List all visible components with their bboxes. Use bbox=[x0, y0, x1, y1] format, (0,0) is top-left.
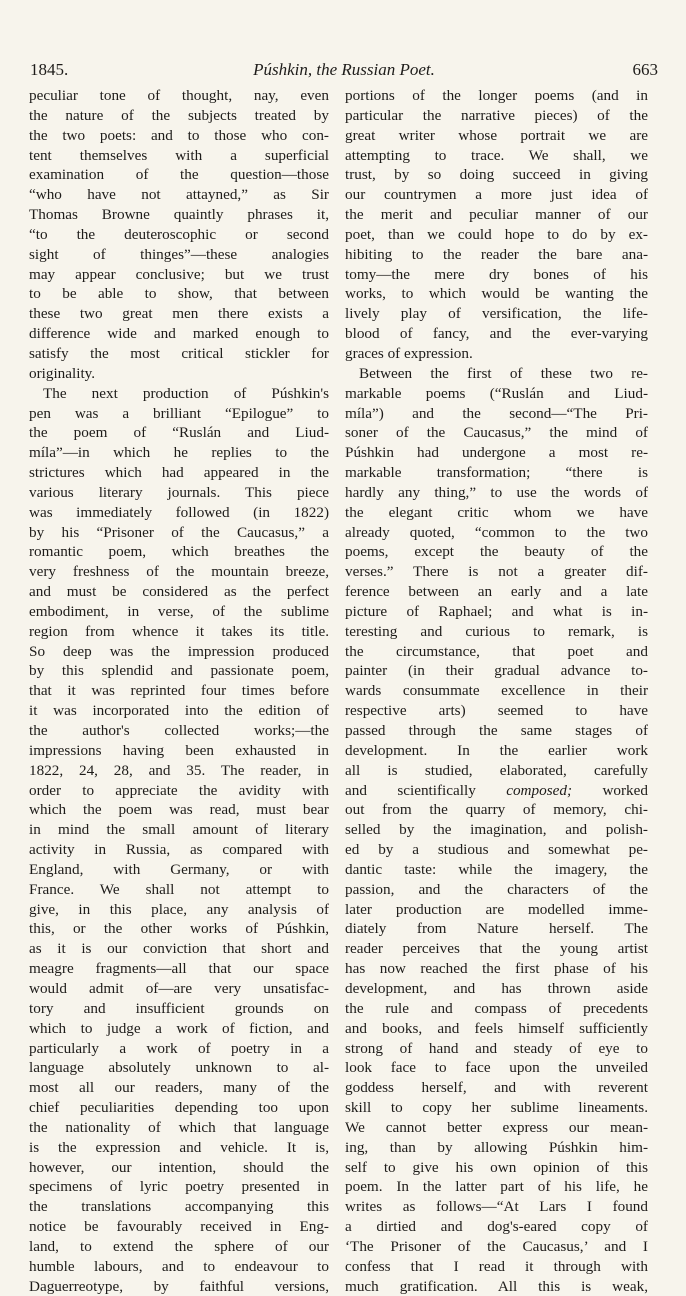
text-line: the circumstance, that poet and bbox=[345, 642, 648, 660]
header-year: 1845. bbox=[30, 60, 69, 79]
text-line: may appear conclusive; but we trust bbox=[29, 265, 329, 283]
text-line: already quoted, “common to the two bbox=[345, 523, 648, 541]
text-line: embodiment, in verse, of the sublime bbox=[29, 602, 329, 620]
text-line: skill to copy her sublime lineaments. bbox=[345, 1099, 648, 1117]
text-line: pen was a brilliant “Epilogue” to bbox=[29, 404, 329, 422]
text-line: works, to which would be wanting the bbox=[345, 285, 648, 303]
text-line: painter (in their gradual advance to- bbox=[345, 662, 648, 680]
text-line: this, or the other works of Púshkin, bbox=[29, 920, 329, 938]
text-line: graces of expression. bbox=[345, 344, 473, 362]
text-line: ing, than by allowing Púshkin him- bbox=[345, 1138, 648, 1156]
text-line: later production are modelled imme- bbox=[345, 900, 648, 918]
running-title: Púshkin, the Russian Poet. bbox=[253, 60, 435, 79]
text-line: tomy—the mere dry bones of his bbox=[345, 265, 648, 283]
text-line: has now reached the first phase of his bbox=[345, 960, 648, 978]
text-line: soner of the Caucasus,” the mind of bbox=[345, 424, 648, 442]
text-line: look face to face upon the unveiled bbox=[345, 1059, 648, 1077]
text-line: peculiar tone of thought, nay, even bbox=[29, 87, 329, 104]
text-line: these two great men there exists a bbox=[29, 305, 329, 323]
text-line: markable transformation; “there is bbox=[345, 464, 648, 482]
text-line: development, and has thrown aside bbox=[345, 979, 648, 997]
text-line: “to the deuteroscophic or second bbox=[29, 225, 329, 243]
text-line: blood of fancy, and the ever-varying bbox=[345, 325, 648, 343]
text-line: romantic poem, which breathes the bbox=[29, 543, 329, 561]
text-line: portions of the longer poems (and in bbox=[345, 87, 648, 104]
text-line: great writer whose portrait we are bbox=[345, 126, 648, 144]
text-line: lively play of versification, the life- bbox=[345, 305, 648, 323]
text-line: the rule and compass of precedents bbox=[345, 999, 648, 1017]
text-line: development. In the earlier work bbox=[345, 741, 648, 759]
text-line: reader perceives that the young artist bbox=[345, 940, 648, 958]
text-line: strong of hand and steady of eye to bbox=[345, 1039, 648, 1057]
text-line: tent themselves with a superficial bbox=[29, 146, 329, 164]
text-line: is the expression and vehicle. It is, bbox=[29, 1138, 329, 1156]
text-line: the two poets: and to those who con- bbox=[29, 126, 329, 144]
text-line: Púshkin had undergone a most re- bbox=[345, 444, 648, 462]
text-line: Between the first of these two re- bbox=[359, 364, 648, 382]
text-line: markable poems (“Ruslán and Liud- bbox=[345, 384, 648, 402]
text-line: as it is our conviction that short and bbox=[29, 940, 329, 958]
text-line: give, in this place, any analysis of bbox=[29, 900, 329, 918]
text-line: teresting and curious to remark, is bbox=[345, 622, 648, 640]
text-line: dantic taste: while the imagery, the bbox=[345, 860, 648, 878]
text-line: was immediately followed (in 1822) bbox=[29, 503, 329, 521]
text-line: míla”—in which he replies to the bbox=[29, 444, 329, 462]
text-line: England, with Germany, or with bbox=[29, 860, 329, 878]
text-line: to be able to show, that between bbox=[29, 285, 329, 303]
text-line: would admit of—are very unsatisfac- bbox=[29, 979, 329, 997]
text-line: strictures which had appeared in the bbox=[29, 464, 329, 482]
text-line: hardly any thing,” to use the words of bbox=[345, 483, 648, 501]
text-line: the poem of “Ruslán and Liud- bbox=[29, 424, 329, 442]
text-line: confess that I read it through with bbox=[345, 1257, 648, 1275]
text-line: picture of Raphael; and what is in- bbox=[345, 602, 648, 620]
text-line: which the poem was read, must bear bbox=[29, 801, 329, 819]
text-line: the elegant critic whom we have bbox=[345, 503, 648, 521]
text-line: sight of thinges”—these analogies bbox=[29, 245, 329, 263]
text-line: all is studied, elaborated, carefully bbox=[345, 761, 648, 779]
text-line: The next production of Púshkin's bbox=[43, 384, 329, 402]
text-line: míla”) and the second—“The Pri- bbox=[345, 404, 648, 422]
text-line: passed through the same stages of bbox=[345, 722, 648, 739]
text-line: language absolutely unknown to al- bbox=[29, 1059, 329, 1077]
text-line: which to judge a work of fiction, and bbox=[29, 1019, 329, 1037]
text-line: particularly a work of poetry in a bbox=[29, 1039, 329, 1057]
text-line: poet, than we could hope to do by ex- bbox=[345, 225, 648, 243]
text-line: region from whence it takes its title. bbox=[29, 622, 329, 640]
text-line: humble labours, and to endeavour to bbox=[29, 1257, 329, 1275]
text-line: in mind the small amount of literary bbox=[29, 821, 329, 839]
text-line: and books, and feels himself sufficiently bbox=[345, 1019, 648, 1037]
text-line: passion, and the characters of the bbox=[345, 880, 648, 898]
left-column bbox=[29, 86, 329, 1296]
text-line: and must be considered as the perfect bbox=[29, 583, 329, 601]
text-line: various literary journals. This piece bbox=[29, 483, 329, 501]
text-line: and scientifically composed; worked bbox=[345, 781, 648, 799]
page-number: 663 bbox=[632, 60, 658, 79]
text-line: ed by a studious and somewhat pe- bbox=[345, 841, 648, 859]
text-line: much gratification. All this is weak, bbox=[345, 1277, 648, 1295]
running-header bbox=[30, 60, 658, 84]
text-line: satisfy the most critical stickler for bbox=[29, 344, 329, 362]
text-line: poems, except the beauty of the bbox=[345, 543, 648, 561]
text-line: wards consummate excellence in their bbox=[345, 682, 648, 700]
text-line: We cannot better express our mean- bbox=[345, 1118, 648, 1136]
text-line: France. We shall not attempt to bbox=[29, 880, 329, 898]
text-line: attempting to trace. We shall, we bbox=[345, 146, 648, 164]
text-line: it was incorporated into the edition of bbox=[29, 702, 329, 720]
text-line: verses.” There is not a greater dif- bbox=[345, 563, 648, 581]
text-line: however, our intention, should the bbox=[29, 1158, 329, 1176]
text-line: the author's collected works;—the bbox=[29, 722, 329, 739]
text-line: ‘The Prisoner of the Caucasus,’ and I bbox=[345, 1237, 648, 1255]
text-line: that it was reprinted four times before bbox=[29, 682, 329, 700]
text-line: particular the narrative pieces) of the bbox=[345, 106, 648, 124]
text-line: “who have not attayned,” as Sir bbox=[29, 186, 329, 204]
text-line: the translations accompanying this bbox=[29, 1198, 329, 1216]
text-line: the nature of the subjects treated by bbox=[29, 106, 329, 124]
text-line: writes as follows—“At Lars I found bbox=[345, 1198, 648, 1216]
text-line: tory and insufficient grounds on bbox=[29, 999, 329, 1017]
text-line: a dirtied and dog's-eared copy of bbox=[345, 1218, 648, 1236]
text-line: activity in Russia, as compared with bbox=[29, 841, 329, 859]
right-column bbox=[345, 86, 648, 1296]
text-line: trust, by so doing succeed in giving bbox=[345, 166, 648, 184]
text-line: most all our readers, many of the bbox=[29, 1079, 329, 1097]
text-line: the nationality of which that language bbox=[29, 1118, 329, 1136]
text-line: our countrymen a more just idea of bbox=[345, 186, 648, 204]
text-line: 1822, 24, 28, and 35. The reader, in bbox=[29, 761, 329, 779]
text-line: difference wide and marked enough to bbox=[29, 325, 329, 343]
text-line: impressions having been exhausted in bbox=[29, 741, 329, 759]
text-line: respective arts) seemed to have bbox=[345, 702, 648, 720]
text-line: goddess herself, and with reverent bbox=[345, 1079, 648, 1097]
text-line: examination of the question—those bbox=[29, 166, 329, 184]
text-line: notice be favourably received in Eng- bbox=[29, 1218, 329, 1236]
text-line: by this splendid and passionate poem, bbox=[29, 662, 329, 680]
text-line: Daguerreotype, by faithful versions, bbox=[29, 1277, 329, 1295]
text-line: self to give his own opinion of this bbox=[345, 1158, 648, 1176]
text-line: selled by the imagination, and polish- bbox=[345, 821, 648, 839]
text-line: hibiting to the reader the bare ana- bbox=[345, 245, 648, 263]
text-line: by his “Prisoner of the Caucasus,” a bbox=[29, 523, 329, 541]
text-line: originality. bbox=[29, 364, 96, 382]
text-line: So deep was the impression produced bbox=[29, 642, 329, 660]
text-line: diately from Nature herself. The bbox=[345, 920, 648, 938]
text-line: specimens of lyric poetry presented in bbox=[29, 1178, 329, 1196]
text-line: the merit and peculiar manner of our bbox=[345, 206, 648, 224]
text-line: out from the quarry of memory, chi- bbox=[345, 801, 648, 819]
text-line: meagre fragments—all that our space bbox=[29, 960, 329, 978]
text-line: poem. In the latter part of his life, he bbox=[345, 1178, 648, 1196]
text-line: chief peculiarities depending too upon bbox=[29, 1099, 329, 1117]
text-line: Thomas Browne quaintly phrases it, bbox=[29, 206, 329, 224]
text-line: order to appreciate the avidity with bbox=[29, 781, 329, 799]
text-line: very freshness of the mountain breeze, bbox=[29, 563, 329, 581]
text-line: land, to extend the sphere of our bbox=[29, 1237, 329, 1255]
text-line: ference between an early and a late bbox=[345, 583, 648, 601]
